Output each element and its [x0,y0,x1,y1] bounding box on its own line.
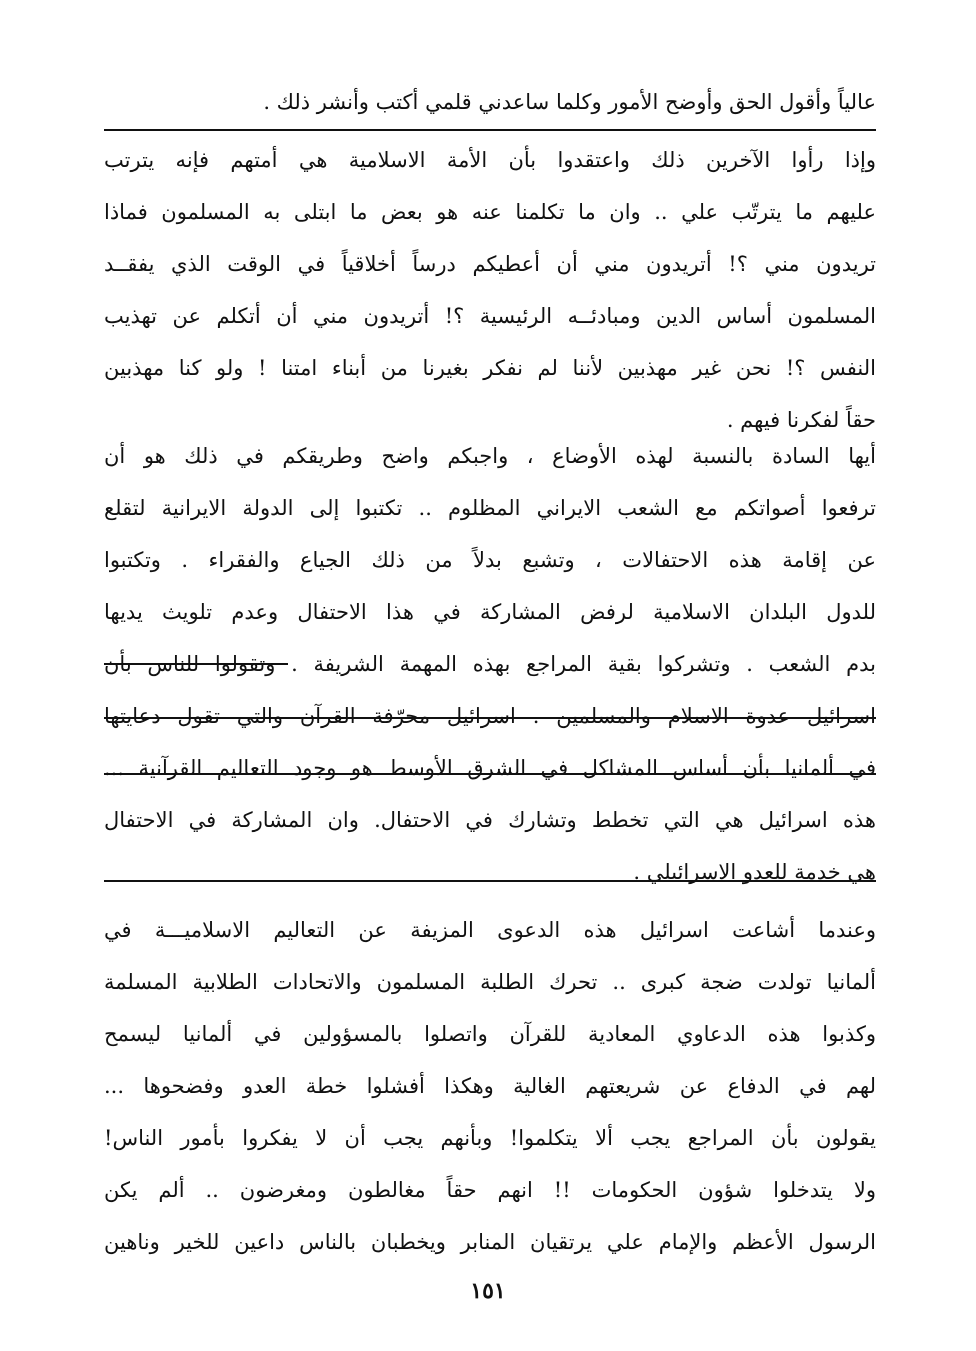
paragraph-1-line: المسلمون أساس الدين ومبادئــه الرئيسية ؟! أتريدون مني أن أتكلم عن تهذيب [104,304,876,328]
paragraph-3-line: ولا يتدخلوا شؤون الحكومات !! انهم حقاً مغالطون ومغرضون .. ألم يكن [104,1178,876,1202]
rule-p2-a [104,717,876,719]
rule-short [104,663,288,665]
top-line: عالياً وأقول الحق وأوضح الأمور وكلما ساعدني قلمي أكتب وأنشر ذلك . [263,90,876,114]
paragraph-3-line: ألمانيا تولدت ضجة كبرى .. تحرك الطلبة المسلمون والاتحادات الطلابية المسلمة [104,970,876,994]
top-line-block [104,76,876,128]
paragraph-3-line: الرسول الأعظم والإمام علي يرتقيان المنابر ويخطبان بالناس داعين للخير وناهين [104,1230,876,1254]
paragraph-2-line: أيها السادة بالنسبة لهذه الأوضاع ، واجبكم واضح وطريقكم في ذلك هو أن [104,444,876,468]
paragraph-2-line: اسرائيل عدوة الاسلام والمسلمين . اسرائيل محرّفة القرآن والتي تقول دعايتها [104,704,876,728]
paragraph-1 [104,134,876,446]
paragraph-1-line: عليهم ما يترتّب علي .. وان ما تكلمنا عنه هو بعض ما ابتلى به المسلمون فماذا [104,200,876,224]
rule-p2-b [104,773,876,775]
paragraph-1-line: النفس ؟! نحن غير مهذبين لأننا لم نفكر بغيرنا من أبناء امتنا ! ولو كنا مهذبين [104,356,876,380]
paragraph-3-line: يقولون بأن المراجع يجب ألا يتكلموا! وبأنهم يجب أن لا يفكروا بأمور الناس! [104,1126,876,1150]
rule-top [104,129,876,131]
paragraph-3-line: لهم في الدفاع عن شريعتهم الغالية وهكذا أفشلوا خطة العدو وفضحوها ... [104,1074,876,1098]
paragraph-2-line: ترفعوا أصواتكم مع الشعب الايراني المظلوم .. تكتبوا إلى الدولة الايرانية لتقلع [104,496,876,520]
paragraph-2-line: عن إقامة هذه الاحتفالات ، وتشبع بدلاً من ذلك الجياع والفقراء . وتكتبوا [104,548,876,572]
paragraph-1-line: حقاً لفكرنا فيهم . [726,408,876,432]
paragraph-3-line: وكذبوا هذه الدعاوي المعادية للقرآن واتصلوا بالمسؤولين في ألمانيا ليسمح [104,1022,876,1046]
page-number: ١٥١ [470,1278,506,1304]
rule-p2-c [104,880,876,882]
paragraph-2-line: هذه اسرائيل هي التي تخطط وتشارك في الاحتفال. وان المشاركة في الاحتفال [104,808,876,832]
paragraph-3 [104,904,876,1268]
paragraph-2-line: بدم الشعب . وتشركوا بقية المراجع بهذه المهمة الشريفة . وتقولوا للناس بأن [104,652,876,676]
paragraph-3-line: وعندما أشاعت اسرائيل هذه الدعوى المزيفة عن التعاليم الاسلاميـــة في [104,918,876,942]
paragraph-1-line: تريدون مني ؟! أتريدون مني أن أعطيكم درساً أخلاقياً في الوقت الذي يفقــد [104,252,876,276]
paragraph-1-line: وإذا رأوا الآخرين ذلك واعتقدوا بأن الأمة الاسلامية هي أمتهم فإنه يترتب [104,148,876,172]
paragraph-2-line: هي خدمة للعدو الاسرائيلي . [633,860,876,884]
paragraph-2-line: في ألمانيا بأن أساس المشاكل في الشرق الأوسط هو وجود التعاليم القرآنية ... [104,756,876,780]
paragraph-2-line: للدول البلدان الاسلامية لرفض المشاركة في هذا الاحتفال وعدم تلويث يديها [104,600,876,624]
